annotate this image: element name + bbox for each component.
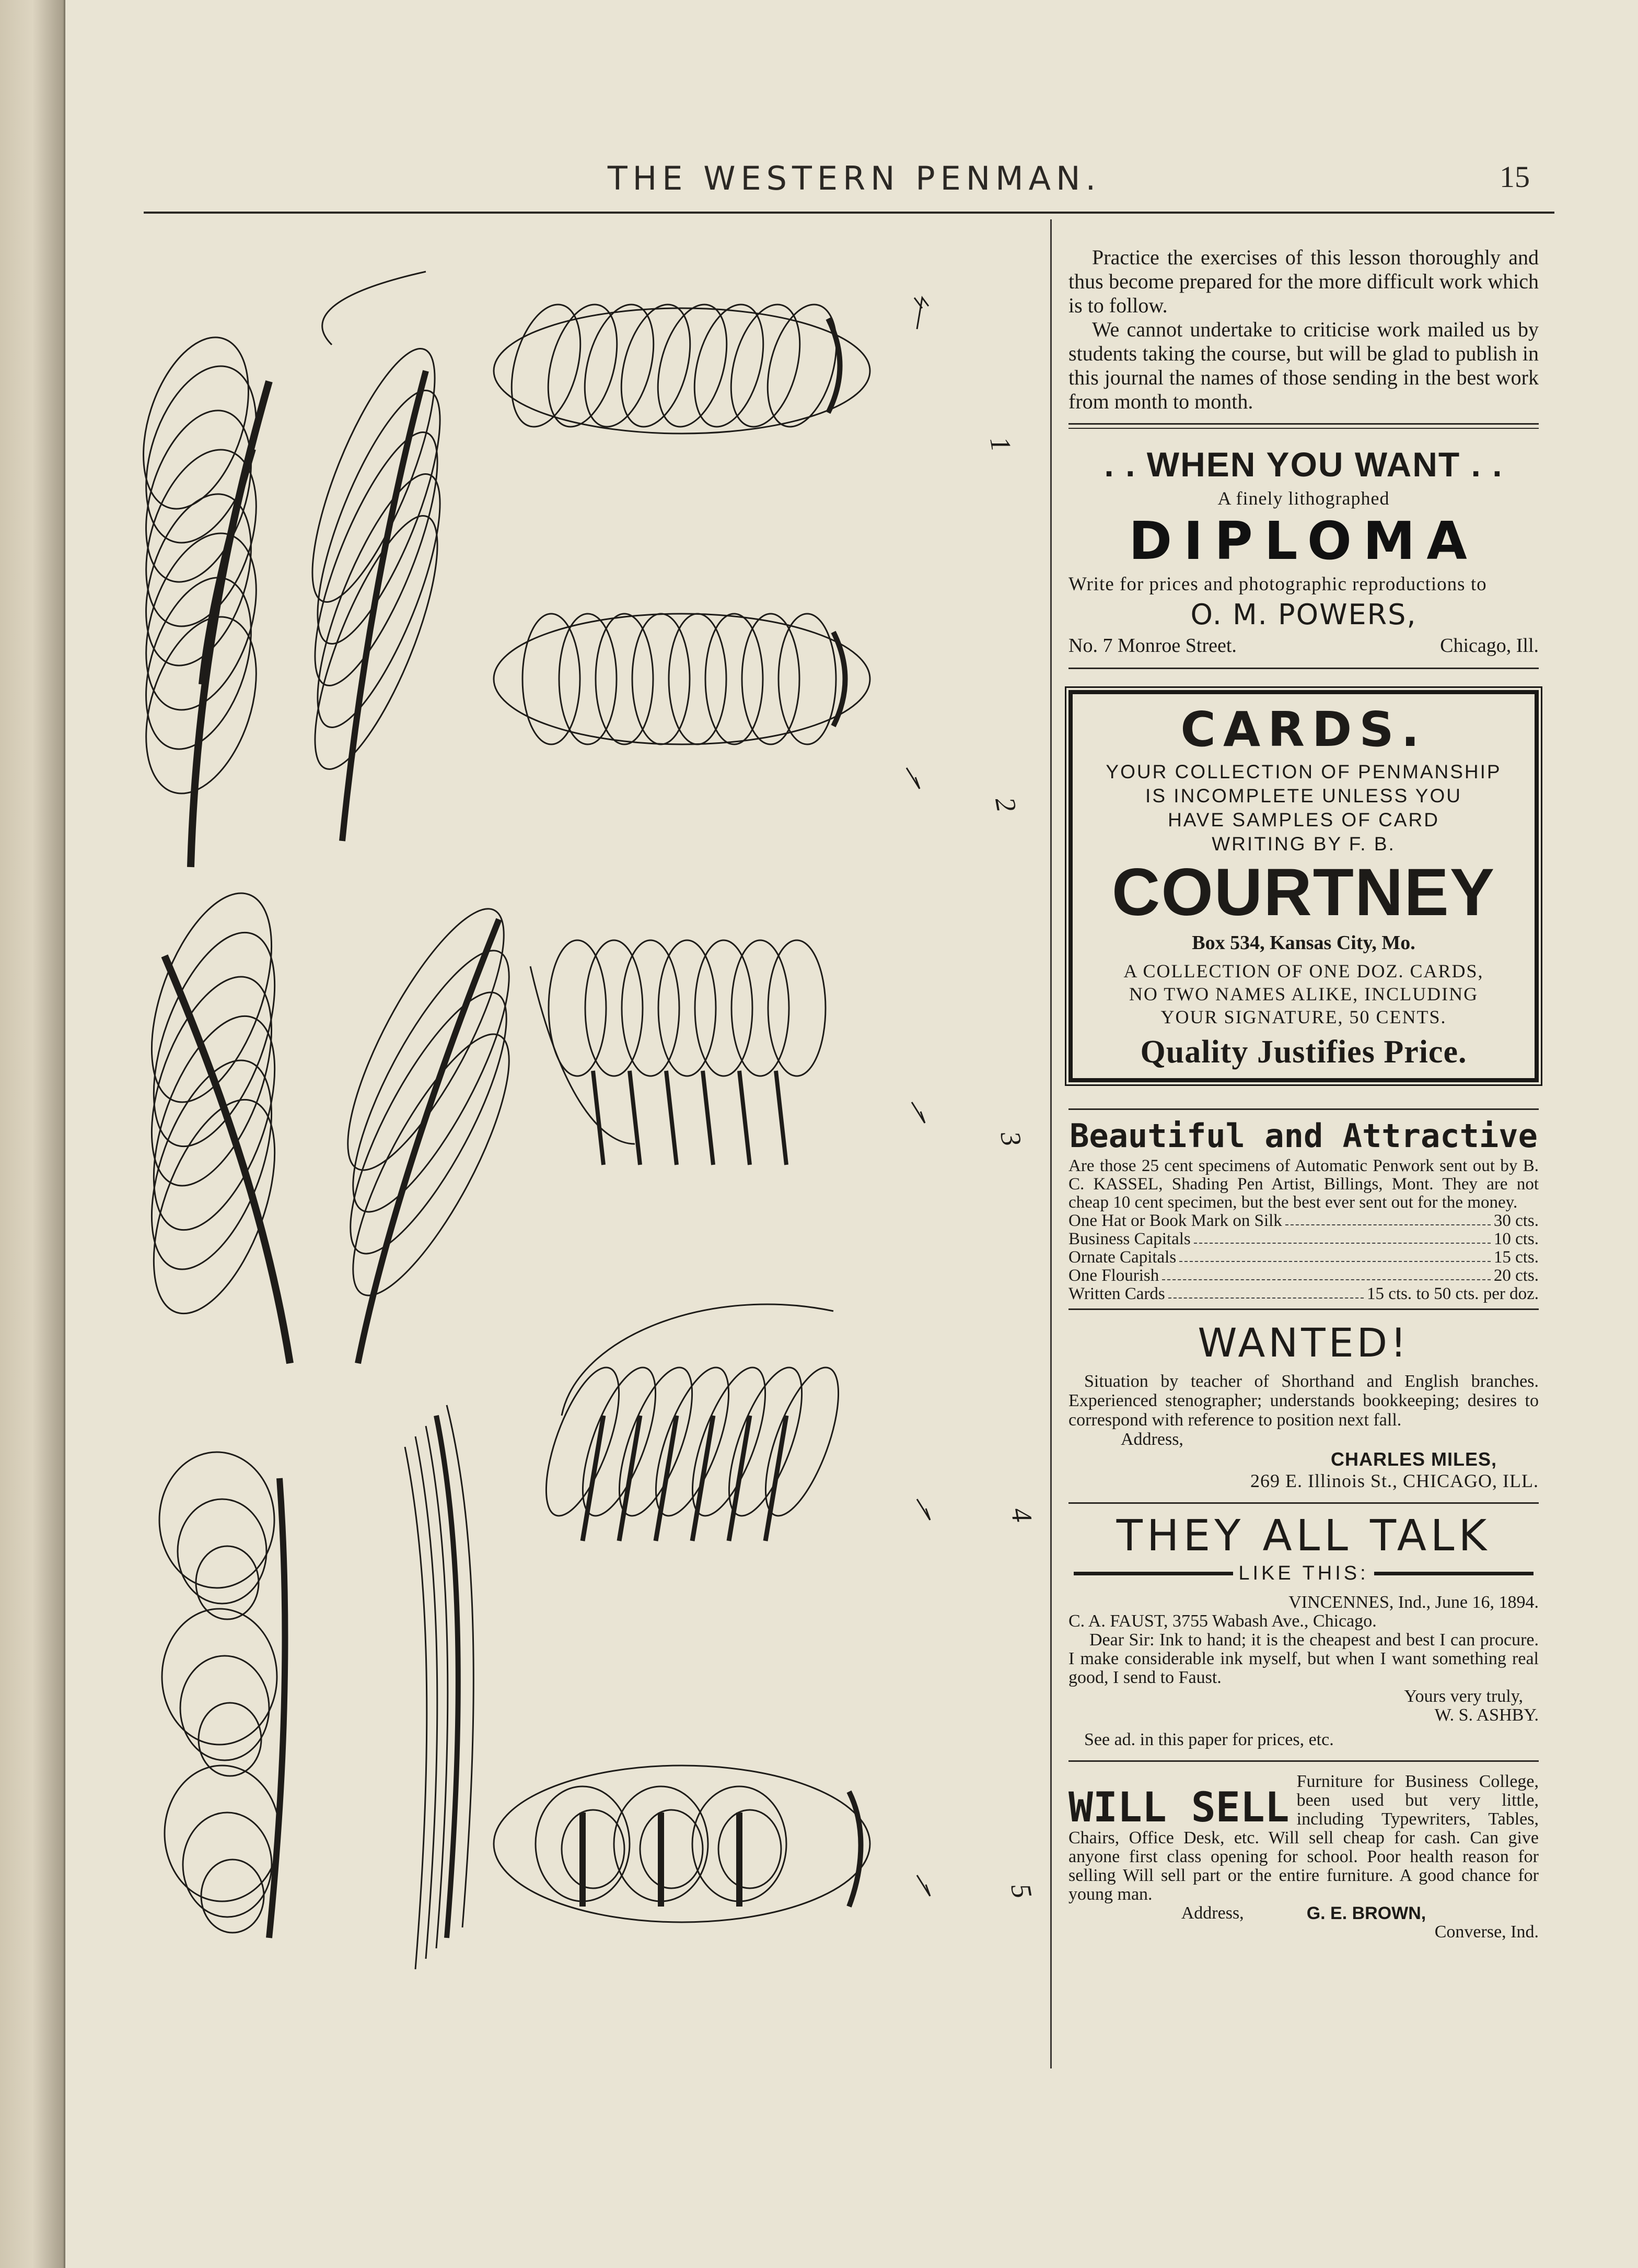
drill-2	[494, 614, 870, 744]
price-label: Business Capitals	[1068, 1230, 1191, 1248]
faust-ad-like-label: LIKE THIS:	[1238, 1562, 1369, 1584]
will-sell-ad-text: Furniture for Business College, been used but very little, including Typewriters, Tables, Chairs, Office Desk, etc. Will sell cheap for cash. Can give anyone first class opening for school. Poor health reason for selling Will sell part or the entire furniture. A good chance for young man.	[1068, 1772, 1539, 1904]
diploma-ad-body: Write for prices and photographic reproductions to	[1068, 574, 1487, 595]
cards-ad-offer-line: YOUR SIGNATURE, 50 CENTS.	[1160, 1007, 1447, 1027]
diploma-ad-title: DIPLOMA	[1129, 510, 1479, 571]
will-sell-ad	[1068, 1772, 1539, 1942]
diploma-ad-city: Chicago, Ill.	[1440, 635, 1539, 657]
price-value: 10 cts.	[1493, 1230, 1539, 1248]
decorative-bar	[1074, 1572, 1233, 1575]
cards-ad-offer-line: NO TWO NAMES ALIKE, INCLUDING	[1129, 984, 1479, 1004]
header-rule	[144, 212, 1554, 214]
penmanship-exercises-illustration	[133, 214, 1048, 2095]
kassel-ad-title: Beautiful and Attractive	[1070, 1117, 1538, 1155]
drill-number-1: 1	[984, 434, 1017, 454]
drill-number-4: 4	[1005, 1505, 1038, 1525]
price-row	[1068, 1230, 1539, 1248]
price-value: 15 cts. to 50 cts. per doz.	[1366, 1284, 1539, 1303]
diploma-ad	[1068, 445, 1539, 657]
letter-dateline: VINCENNES, Ind., June 16, 1894.	[1288, 1593, 1539, 1612]
faust-ad-see-note: See ad. in this paper for prices, etc.	[1084, 1730, 1334, 1749]
price-row	[1068, 1212, 1539, 1230]
diploma-ad-street: No. 7 Monroe Street.	[1068, 635, 1237, 657]
price-value: 15 cts.	[1493, 1248, 1539, 1267]
wanted-ad-body: Situation by teacher of Shorthand and English branches. Experienced stenographer; understands bookkeeping; desires to correspond with reference to position next fall.	[1068, 1372, 1539, 1430]
price-value: 30 cts.	[1493, 1211, 1539, 1230]
divider	[1068, 1308, 1539, 1310]
cards-ad-line: IS INCOMPLETE UNLESS YOU	[1145, 785, 1462, 806]
price-label: Ornate Capitals	[1068, 1248, 1177, 1267]
will-sell-ad-name: G. E. BROWN,	[1306, 1903, 1426, 1923]
column-b-drills	[289, 272, 537, 1969]
price-label: One Flourish	[1068, 1266, 1159, 1285]
divider	[1068, 1760, 1539, 1762]
wanted-ad-address: 269 E. Illinois St., CHICAGO, ILL.	[1250, 1470, 1539, 1491]
divider	[1068, 668, 1539, 669]
leader-dots	[1162, 1267, 1491, 1280]
wanted-ad-address-label: Address,	[1121, 1430, 1183, 1449]
wanted-ad-name: CHARLES MILES,	[1330, 1448, 1497, 1470]
cards-ad-title: CARDS.	[1180, 702, 1427, 757]
faust-ad-title: THEY ALL TALK	[1116, 1511, 1491, 1561]
wanted-ad-title: WANTED!	[1198, 1319, 1410, 1366]
divider	[1068, 1502, 1539, 1504]
column-a-ovals	[133, 324, 299, 1938]
cards-ad-offer-line: A COLLECTION OF ONE DOZ. CARDS,	[1123, 961, 1484, 981]
diploma-ad-name: O. M. POWERS,	[1190, 598, 1417, 631]
price-label: Written Cards	[1068, 1284, 1165, 1303]
kassel-price-list	[1068, 1212, 1539, 1303]
faust-ad-like-this	[1068, 1562, 1539, 1585]
divider	[1068, 423, 1539, 429]
cards-ad-slogan: Quality Justifies Price.	[1140, 1034, 1467, 1070]
will-sell-ad-place: Converse, Ind.	[1434, 1922, 1539, 1942]
will-sell-ad-address-row	[1068, 1904, 1539, 1923]
cards-ad-offer	[1078, 960, 1529, 1028]
leader-dots	[1179, 1248, 1491, 1262]
faust-ad-letter	[1068, 1593, 1539, 1725]
cards-ad-line: WRITING BY F. B.	[1212, 833, 1396, 855]
cards-ad-box: Box 534, Kansas City, Mo.	[1192, 932, 1415, 954]
cards-ad-lines	[1078, 760, 1529, 856]
letter-body: Dear Sir: Ink to hand; it is the cheapest and best I can procure. I make considerable ink myself, but when I want something real good, I send to Faust.	[1068, 1630, 1539, 1687]
decorative-bar	[1374, 1572, 1534, 1575]
drill-1	[494, 297, 870, 435]
leader-dots	[1168, 1285, 1364, 1299]
drill-number-5: 5	[1005, 1881, 1038, 1901]
diploma-ad-sub: A finely lithographed	[1217, 488, 1390, 509]
running-head: THE WESTERN PENMAN.	[607, 159, 1101, 197]
letter-recipient: C. A. FAUST, 3755 Wabash Ave., Chicago.	[1068, 1611, 1377, 1631]
price-label: One Hat or Book Mark on Silk	[1068, 1211, 1282, 1230]
drill-number-2: 2	[989, 794, 1023, 814]
drill-5	[494, 1766, 870, 1922]
will-sell-ad-address-label: Address,	[1181, 1903, 1244, 1923]
wanted-ad	[1068, 1319, 1539, 1492]
intro-paragraph-1: Practice the exercises of this lesson thoroughly and thus become prepared for the more difficult work which is to follow.	[1068, 245, 1539, 317]
right-column	[1068, 245, 1539, 1942]
kassel-ad	[1068, 1108, 1539, 1303]
kassel-ad-body: Are those 25 cent specimens of Automatic Penwork sent out by B. C. KASSEL, Shading Pen Artist, Billings, Mont. They are not cheap 10 cent specimen, but the best ever sent out for the money.	[1068, 1156, 1539, 1212]
leader-dots	[1285, 1212, 1491, 1225]
drill-3	[530, 940, 826, 1165]
letter-signature: W. S. ASHBY.	[1434, 1705, 1539, 1725]
divider	[1068, 1108, 1539, 1110]
cards-ad-name: COURTNEY	[1111, 855, 1496, 930]
will-sell-ad-body	[1068, 1772, 1539, 1904]
price-row	[1068, 1285, 1539, 1303]
drill-4	[531, 1304, 854, 1541]
cards-ad-line: HAVE SAMPLES OF CARD	[1168, 809, 1439, 831]
diploma-ad-headline: . . WHEN YOU WANT . .	[1104, 445, 1503, 484]
lesson-intro	[1068, 245, 1539, 414]
column-rule	[1050, 219, 1052, 2068]
page	[65, 0, 1638, 2268]
diploma-ad-address	[1068, 634, 1539, 657]
price-value: 20 cts.	[1493, 1266, 1539, 1285]
binding-gutter	[0, 0, 65, 2268]
price-row	[1068, 1248, 1539, 1267]
cards-ad	[1068, 690, 1539, 1082]
page-number: 15	[1500, 160, 1530, 194]
will-sell-ad-title: WILL SELL	[1068, 1784, 1290, 1831]
letter-closing: Yours very truly,	[1404, 1687, 1523, 1706]
faust-ad	[1068, 1512, 1539, 1750]
price-row	[1068, 1267, 1539, 1285]
intro-paragraph-2: We cannot undertake to criticise work mailed us by students taking the course, but will be glad to publish in this journal the names of those sending in the best work from month to month.	[1068, 318, 1539, 413]
cards-ad-line: YOUR COLLECTION OF PENMANSHIP	[1106, 761, 1502, 782]
drill-number-3: 3	[994, 1129, 1028, 1149]
leader-dots	[1194, 1230, 1491, 1244]
